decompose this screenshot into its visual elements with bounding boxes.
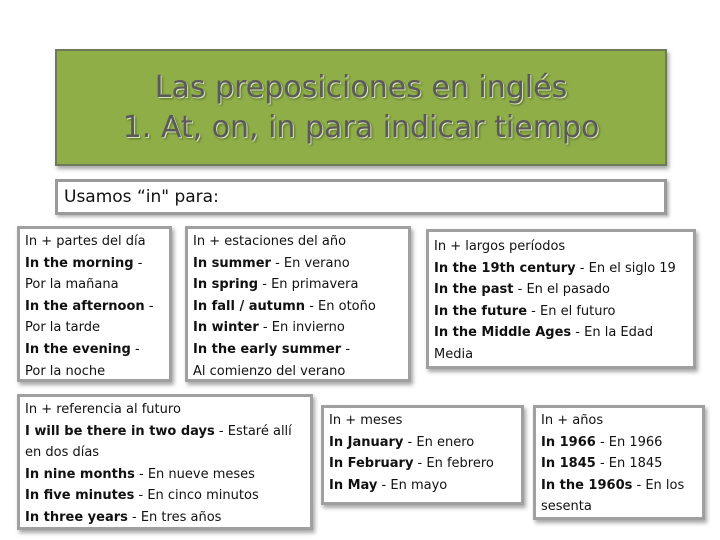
- list-item: In the early summer -: [193, 341, 351, 357]
- title-banner: [55, 49, 667, 166]
- box-heading: In + largos períodos: [434, 239, 566, 254]
- title-line-2: 1. At, on, in para indicar tiempo: [122, 109, 600, 145]
- title-line-1: Las preposiciones en inglés: [154, 69, 568, 105]
- list-item: In the evening -: [25, 341, 140, 357]
- list-item-translation: Al comienzo del verano: [193, 363, 346, 379]
- list-item: In the Middle Ages - En la Edad Media: [434, 325, 654, 362]
- box-heading: In + meses: [329, 413, 403, 428]
- list-item: In three years - En tres años: [25, 509, 222, 525]
- list-item: In the 1960s - En los sesenta: [541, 477, 685, 515]
- list-item: In the afternoon -: [25, 298, 154, 314]
- list-item: In the past - En el pasado: [434, 282, 610, 298]
- list-item-translation: Por la tarde: [25, 320, 100, 336]
- list-item: In January - En enero: [329, 434, 475, 450]
- list-item: In 1966 - En 1966: [541, 434, 663, 450]
- list-item: In the future - En el futuro: [434, 303, 616, 319]
- box-futuro: [17, 394, 313, 530]
- list-item: In May - En mayo: [329, 477, 448, 493]
- list-item: I will be there in two days - Estaré allí en dos días: [25, 423, 292, 461]
- list-item: In the morning -: [25, 255, 143, 271]
- list-item: In nine months - En nueve meses: [25, 466, 255, 482]
- box-partes-del-dia: [17, 226, 172, 382]
- list-item-translation: Por la noche: [25, 363, 106, 379]
- list-item: In winter - En invierno: [193, 320, 345, 336]
- list-item: In summer - En verano: [193, 255, 350, 271]
- box-heading: In + estaciones del año: [193, 234, 347, 249]
- subtitle: Usamos “in" para:: [55, 179, 667, 215]
- list-item-translation: Por la mañana: [25, 277, 119, 293]
- list-item: In fall / autumn - En otoño: [193, 298, 376, 314]
- box-estaciones: [185, 226, 411, 382]
- list-item: In 1845 - En 1845: [541, 456, 663, 472]
- list-item: In spring - En primavera: [193, 277, 359, 293]
- list-item: In five minutes - En cinco minutos: [25, 488, 259, 504]
- box-meses: [321, 405, 524, 505]
- box-largos-periodos: [426, 229, 696, 369]
- box-heading: In + referencia al futuro: [25, 402, 181, 417]
- list-item: In the 19th century - En el siglo 19: [434, 260, 676, 276]
- box-anos: [533, 405, 705, 520]
- box-heading: In + partes del día: [25, 234, 146, 249]
- list-item: In February - En febrero: [329, 456, 494, 472]
- box-heading: In + años: [541, 413, 604, 428]
